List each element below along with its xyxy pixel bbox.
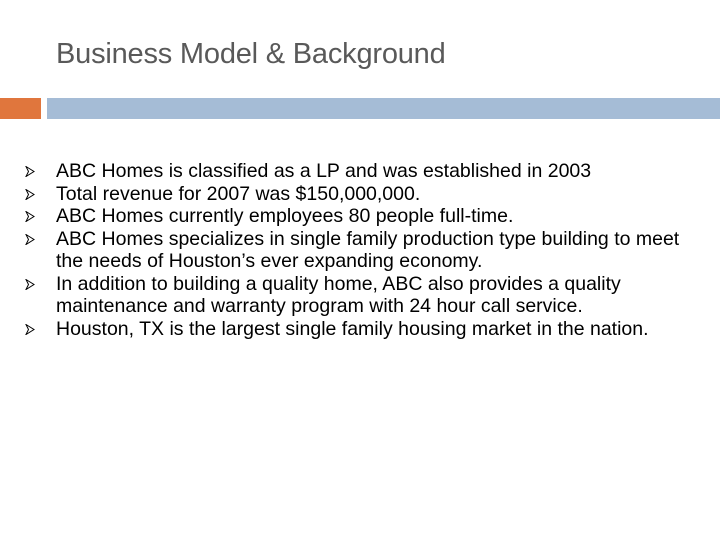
arrowhead-bullet-icon xyxy=(25,166,35,177)
bullet-text: Houston, TX is the largest single family housing market in the nation. xyxy=(56,317,649,340)
bullet-text: In addition to building a quality home, ABC also provides a quality maintenance and warranty program with 24 hour call service. xyxy=(56,272,621,317)
bullet-text: ABC Homes currently employees 80 people full-time. xyxy=(56,205,514,227)
arrowhead-bullet-icon xyxy=(25,324,35,335)
bullet-item xyxy=(0,228,720,273)
bullet-item xyxy=(0,205,720,228)
bullet-text: Total revenue for 2007 was $150,000,000. xyxy=(56,182,421,205)
bullet-list xyxy=(0,160,720,340)
bullet-text: ABC Homes is classified as a LP and was established in 2003 xyxy=(56,160,592,182)
arrowhead-bullet-icon xyxy=(25,279,35,290)
arrowhead-bullet-icon xyxy=(25,211,35,222)
bullet-item xyxy=(0,183,720,206)
bullet-text: ABC Homes specializes in single family production type building to meet the needs of Houston’s ever expanding economy. xyxy=(56,227,680,272)
arrowhead-bullet-icon xyxy=(25,189,35,200)
accent-bar-orange xyxy=(0,98,41,119)
bullet-item xyxy=(0,318,720,341)
bullet-item xyxy=(0,273,720,318)
arrowhead-bullet-icon xyxy=(25,234,35,245)
accent-bar-blue xyxy=(47,98,720,119)
bullet-item xyxy=(0,160,720,183)
slide-title: Business Model & Background xyxy=(56,38,446,70)
